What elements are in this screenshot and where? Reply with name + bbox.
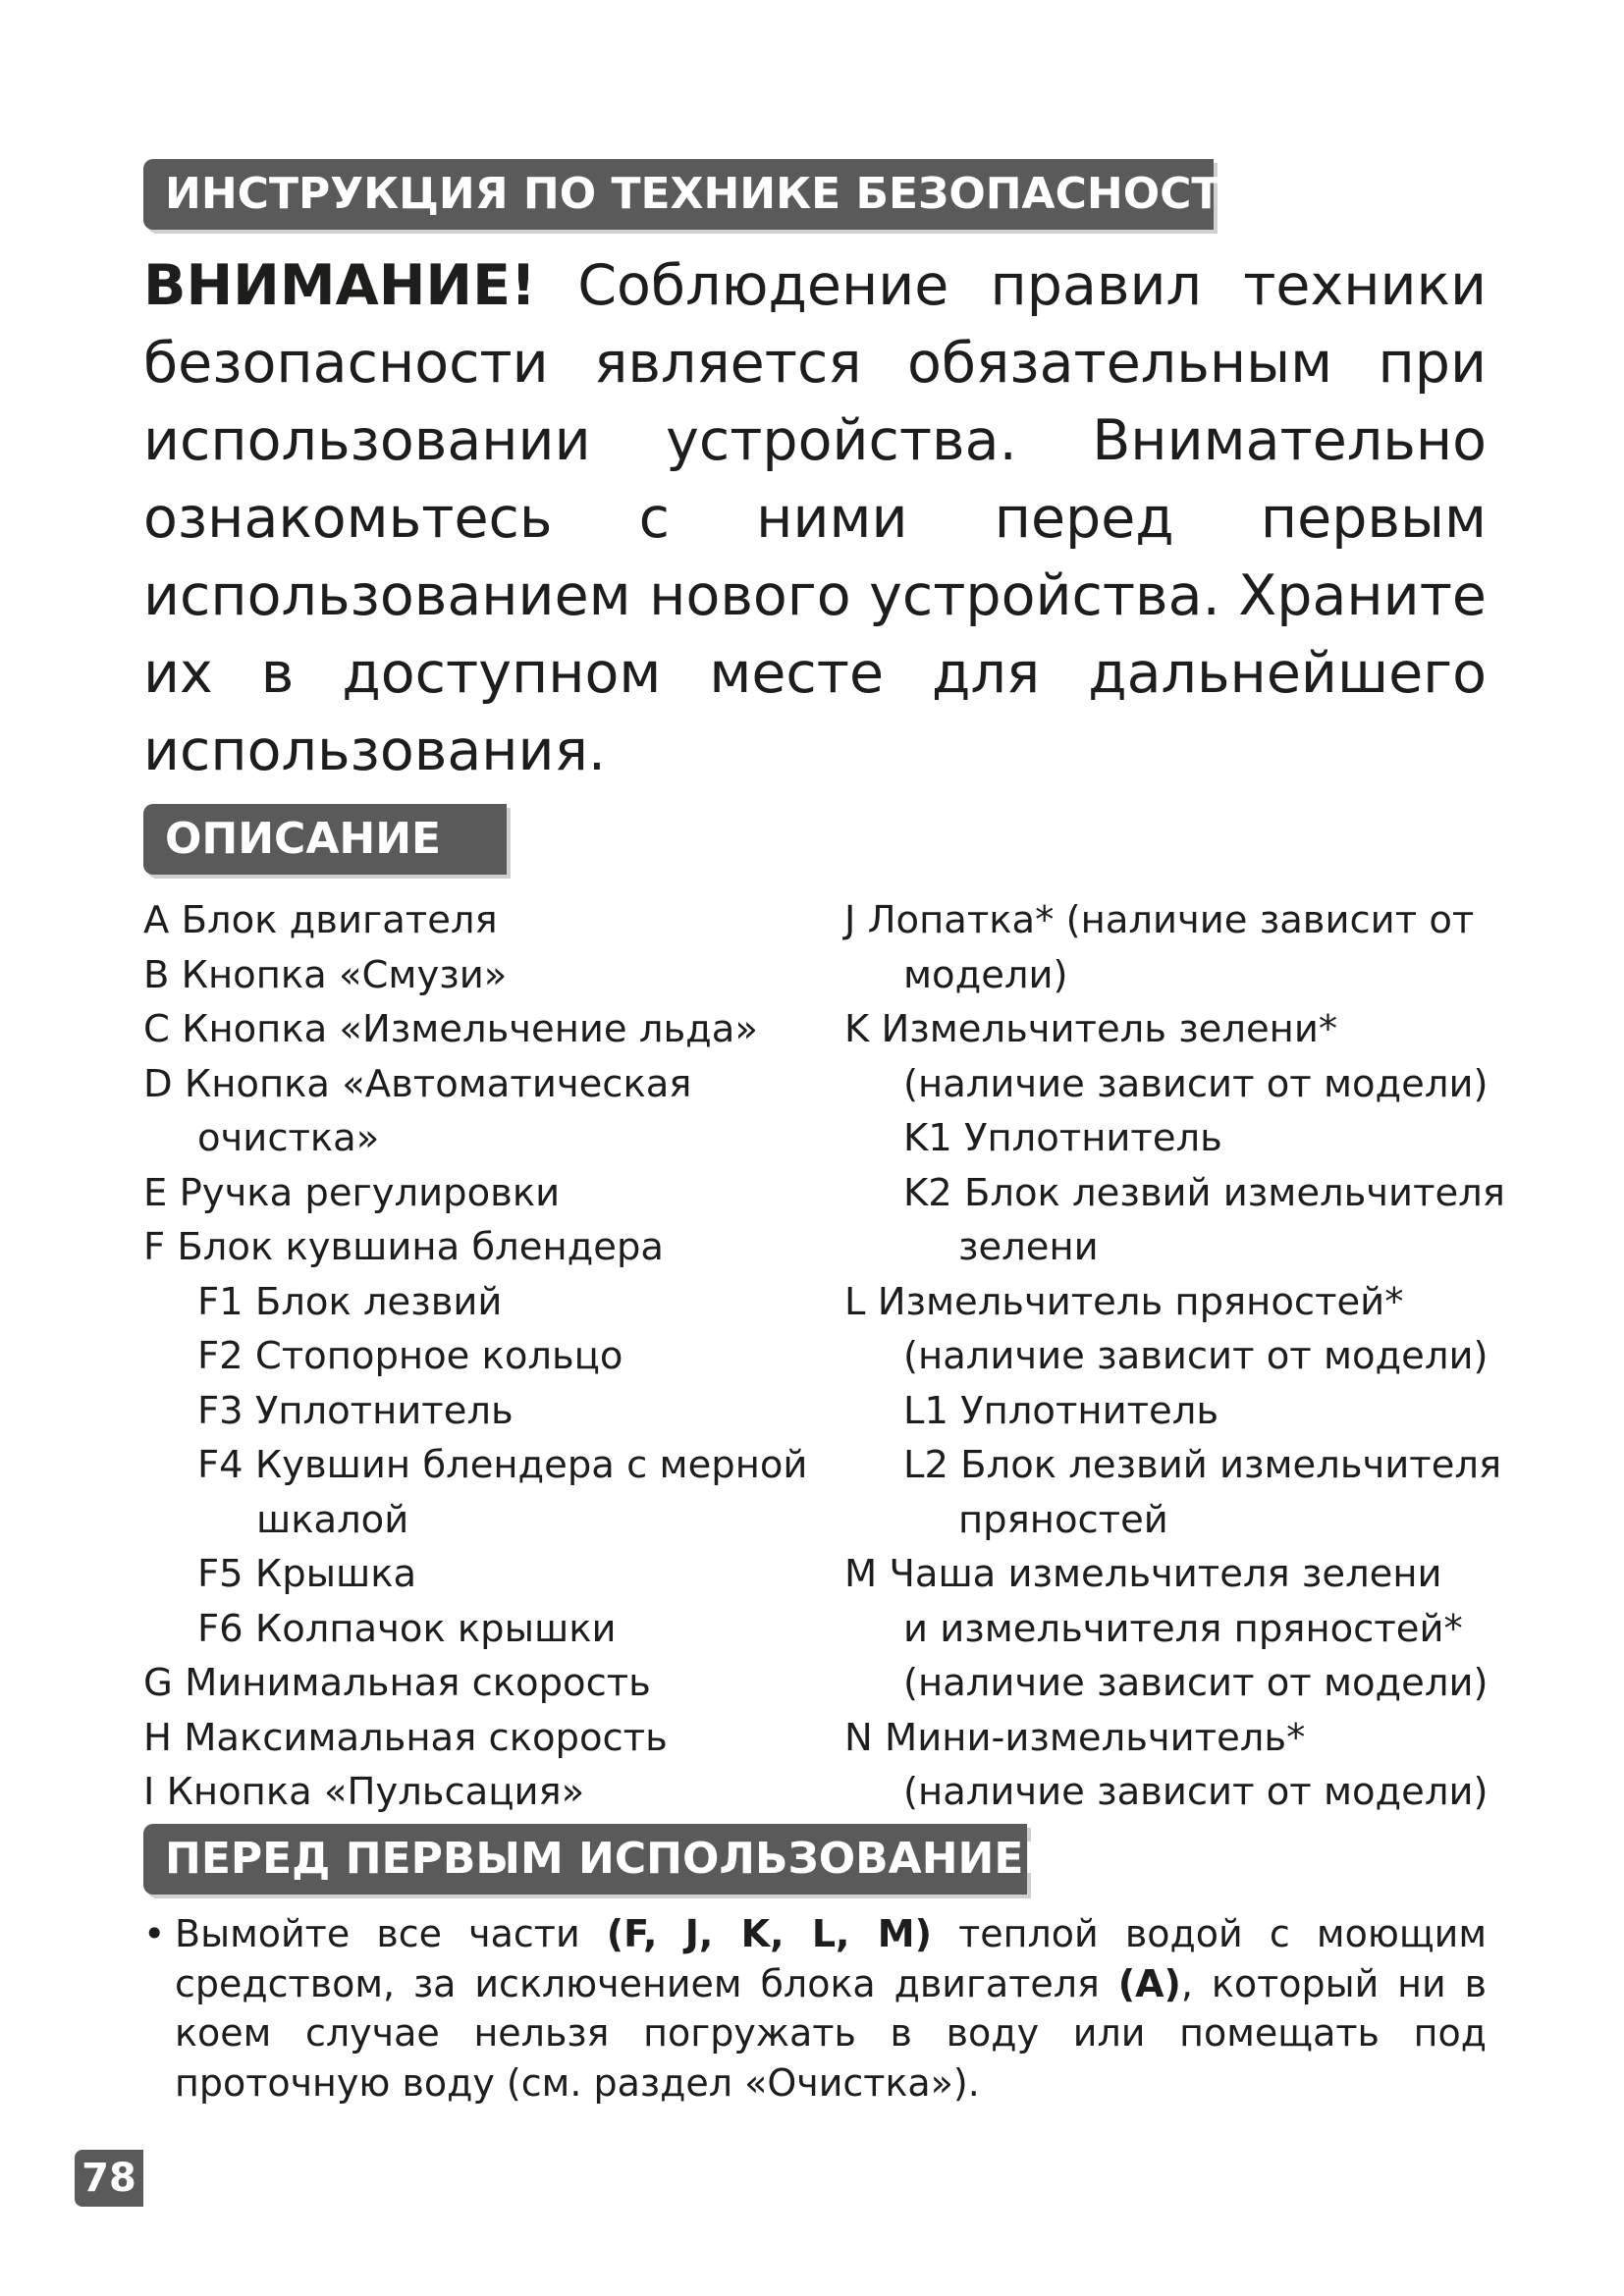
- list-item: шкалой: [256, 1497, 409, 1542]
- description-header: ОПИСАНИЕ: [143, 804, 507, 875]
- list-item: I Кнопка «Пульсация»: [143, 1770, 585, 1814]
- instruction-text-3: , который ни в коем случае нельзя погружать в воду или помещать под проточную воду (см. раздел «Очистка»).: [175, 1961, 1487, 2105]
- instruction-parts-bold: (F, J, K, L, M): [606, 1912, 932, 1955]
- list-item: F1 Блок лезвий: [197, 1279, 503, 1324]
- list-item: L1 Уплотнитель: [903, 1388, 1219, 1433]
- warning-text: Соблюдение правил техники безопасности является обязательным при использовании устройства. Внимательно ознакомьтесь с ними перед первым использованием нового устройства. Храните их в доступном месте для дальнейшего использования.: [143, 253, 1487, 783]
- list-item: F6 Колпачок крышки: [197, 1606, 617, 1651]
- list-item: F5 Крышка: [197, 1552, 417, 1596]
- list-item: и измельчителя пряностей*: [903, 1606, 1463, 1651]
- list-item: C Кнопка «Измельчение льда»: [143, 1007, 758, 1051]
- list-item: F4 Кувшин блендера с мерной: [197, 1443, 808, 1487]
- list-item: F Блок кувшина блендера: [143, 1225, 664, 1269]
- warning-label: ВНИМАНИЕ!: [143, 253, 537, 318]
- instruction-text-1: Вымойте все части: [175, 1912, 607, 1955]
- instruction-text-2: теплой водой с моющим средством, за исключением блока двигателя: [175, 1912, 1487, 2005]
- list-item: L Измельчитель пряностей*: [844, 1279, 1404, 1324]
- list-item: зелени: [958, 1225, 1099, 1269]
- list-item: K2 Блок лезвий измельчителя: [903, 1170, 1505, 1215]
- list-item: G Минимальная скорость: [143, 1661, 651, 1705]
- list-item: D Кнопка «Автоматическая: [143, 1061, 692, 1106]
- first-use-instruction: [143, 1909, 1487, 2108]
- safety-instructions-header: ИНСТРУКЦИЯ ПО ТЕХНИКЕ БЕЗОПАСНОСТИ: [143, 159, 1214, 230]
- list-item: пряностей: [958, 1497, 1168, 1542]
- before-first-use-header: ПЕРЕД ПЕРВЫМ ИСПОЛЬЗОВАНИЕМ: [143, 1824, 1027, 1895]
- bullet-dot: •: [143, 1912, 166, 1955]
- description-list-right: [844, 893, 1505, 1820]
- list-item: F3 Уплотнитель: [197, 1388, 514, 1433]
- warning-paragraph: [143, 247, 1487, 790]
- list-item: (наличие зависит от модели): [903, 1334, 1489, 1378]
- list-item: N Мини-измельчитель*: [844, 1715, 1306, 1760]
- list-item: E Ручка регулировки: [143, 1170, 561, 1215]
- list-item: H Максимальная скорость: [143, 1715, 668, 1760]
- list-item: K Измельчитель зелени*: [844, 1007, 1338, 1051]
- list-item: модели): [903, 952, 1068, 997]
- list-item: J Лопатка* (наличие зависит от: [844, 898, 1475, 942]
- list-item: (наличие зависит от модели): [903, 1061, 1489, 1106]
- list-item: K1 Уплотнитель: [903, 1116, 1222, 1160]
- list-item: L2 Блок лезвий измельчителя: [903, 1443, 1502, 1487]
- list-item: M Чаша измельчителя зелени: [844, 1552, 1442, 1596]
- list-item: A Блок двигателя: [143, 898, 498, 942]
- instruction-motor-bold: (A): [1117, 1961, 1181, 2005]
- list-item: (наличие зависит от модели): [903, 1661, 1489, 1705]
- list-item: (наличие зависит от модели): [903, 1770, 1489, 1814]
- list-item: F2 Стопорное кольцо: [197, 1334, 623, 1378]
- list-item: очистка»: [197, 1116, 380, 1160]
- page-number: 78: [75, 2150, 143, 2207]
- description-list-left: [143, 893, 831, 1820]
- list-item: B Кнопка «Смузи»: [143, 952, 508, 997]
